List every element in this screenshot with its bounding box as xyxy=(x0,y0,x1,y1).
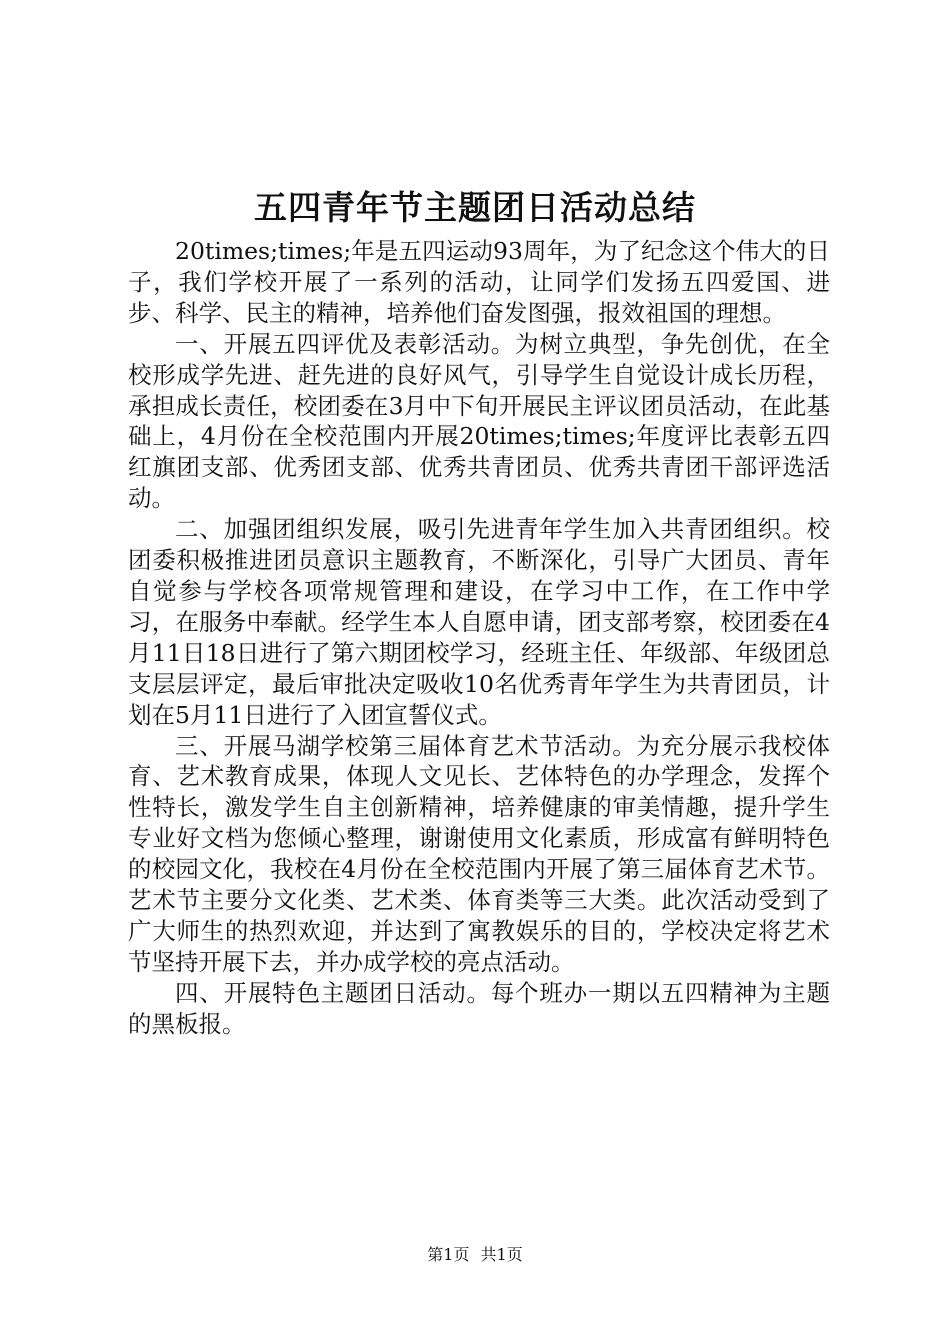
paragraph-section-1: 一、开展五四评优及表彰活动。为树立典型，争先创优，在全校形成学先进、赶先进的良好风气，引导学生自觉设计成长历程，承担成长责任，校团委在3月中下旬开展民主评议团员活动，在此基础上，4月份在全校范围内开展20times;times;年度评比表彰五四红旗团支部、优秀团支部、优秀共青团员、优秀共青团干部评选活动。 xyxy=(128,329,830,513)
page-number-total: 共1页 xyxy=(480,1245,523,1264)
paragraph-section-2: 二、加强团组织发展，吸引先进青年学生加入共青团组织。校团委积极推进团员意识主题教育，不断深化，引导广大团员、青年自觉参与学校各项常规管理和建设，在学习中工作，在工作中学习，在服务中奉献。经学生本人自愿申请，团支部考察，校团委在4月11日18日进行了第六期团校学习，经班主任、年级部、年级团总支层层评定，最后审批决定吸收10名优秀青年学生为共青团员，计划在5月11日进行了入团宣誓仪式。 xyxy=(128,515,830,729)
paragraph-section-4: 四、开展特色主题团日活动。每个班办一期以五四精神为主题的黑板报。 xyxy=(128,978,830,1038)
page-footer xyxy=(0,1243,950,1267)
document-body xyxy=(128,236,830,1040)
paragraph-section-3: 三、开展马湖学校第三届体育艺术节活动。为充分展示我校体育、艺术教育成果，体现人文见长、艺体特色的办学理念，发挥个性特长，激发学生自主创新精神，培养健康的审美情趣，提升学生专业好文档为您倾心整理，谢谢使用文化素质，形成富有鲜明特色的校园文化，我校在4月份在全校范围内开展了第三届体育艺术节。艺术节主要分文化类、艺术类、体育类等三大类。此次活动受到了广大师生的热烈欢迎，并达到了寓教娱乐的目的，学校决定将艺术节坚持开展下去，并办成学校的亮点活动。 xyxy=(128,731,830,976)
page-number-current: 第1页 xyxy=(427,1245,470,1264)
paragraph-intro: 20times;times;年是五四运动93周年，为了纪念这个伟大的日子，我们学校开展了一系列的活动，让同学们发扬五四爱国、进步、科学、民主的精神，培养他们奋发图强，报效祖国的理想。 xyxy=(128,237,830,327)
document-title: 五四青年节主题团日活动总结 xyxy=(254,188,696,227)
